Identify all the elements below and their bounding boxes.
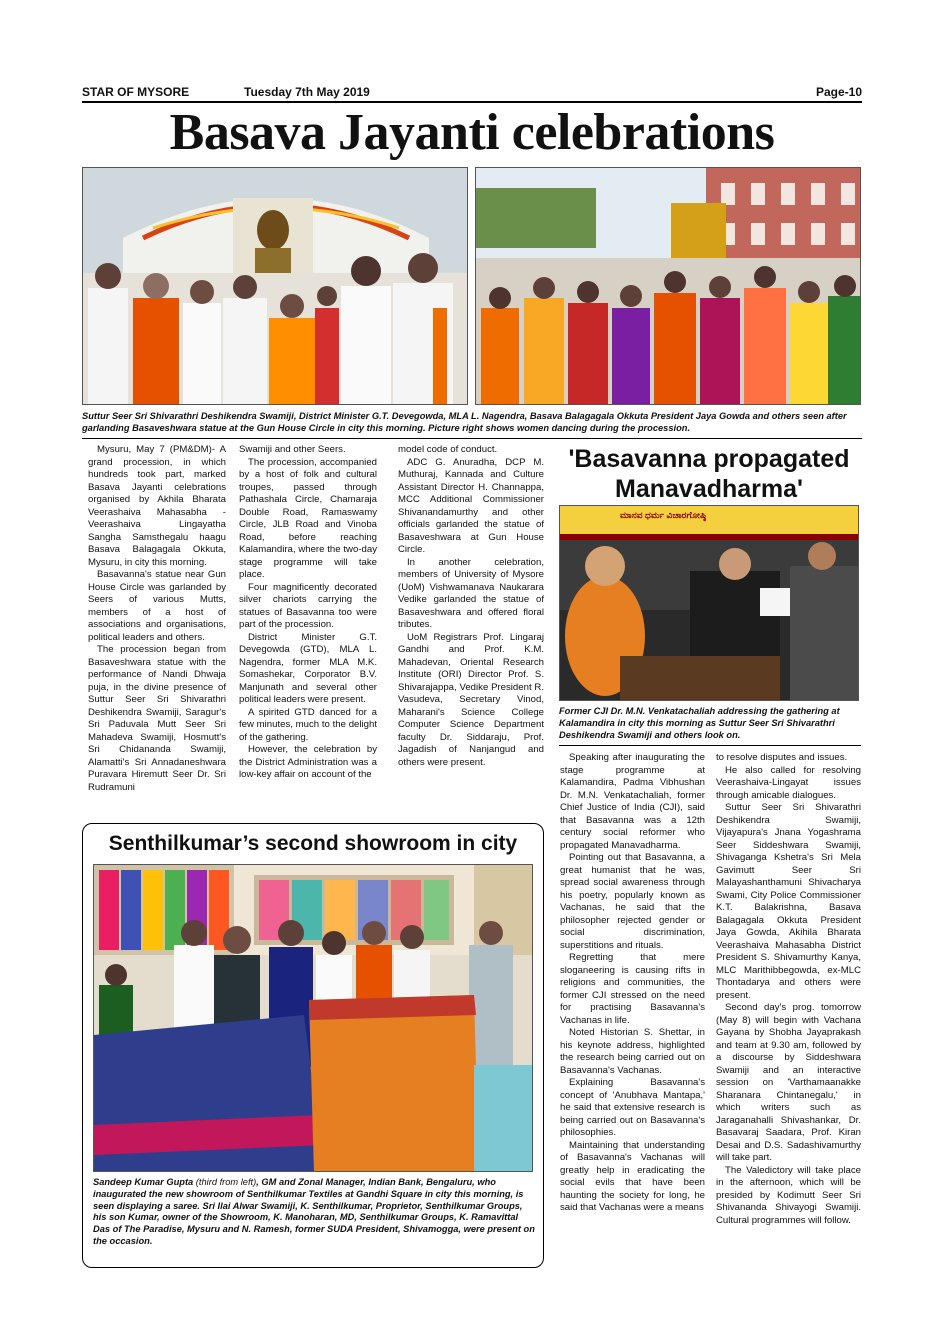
caption-body: , GM and Zonal Manager, Indian Bank, Bengaluru, who inaugurated the new showroom of Senthilkumar Textiles at Gandhi Square in city this morning, is seen displaying a saree. Sri Ilai Alwar Swamiji, K. Senthilkumar, Proprietor, Senthilkumar Groups, his son Kumar, owner of the Showroom, K. Manoharan, MD, Senthilkumar Groups, K. Ramavittal Das of The Paradise, Mysuru and N. Ramesh, former SUDA President, Shivamogga, were present on the occasion. [93,1177,535,1246]
paragraph: The Valedictory will take place in the afternoon, which will be presided by Kodimutt Seer Sri Shivananda Shivayogi Swamiji. Cultural programmes will follow. [716,1164,861,1226]
caption-paren: (third from left) [193,1177,257,1187]
masthead [82,85,862,101]
page-headline: Basava Jayanti celebrations [169,104,775,161]
right-article-headline [556,444,862,504]
issue-date: Tuesday 7th May 2019 [244,85,370,99]
paragraph: model code of conduct. [398,444,498,455]
paragraph: Regretting that mere sloganeering is causing rifts in religions and communities, the former CJI stressed on the need for practising Basavanna's Vachanas in life. [560,952,705,1026]
paragraph: Mysuru, May 7 (PM&DM)- A grand procession, in which hundreds took part, marked Basava Jayanti celebrations organised by Akhila Bharata Veerashaiva Mahasabha - Veerashaiva Lingayatha Sangha Samsthegalu haagu Basava Balagagala Okkuta, Mysuru, in city this morning. [88,444,226,568]
showroom-caption [93,1177,535,1248]
photo-showroom-saree [93,864,533,1172]
paragraph: UoM Registrars Prof. Lingaraj Gandhi and Prof. K.M. Mahadevan, Oriental Research Institute (ORI) Director Prof. S. Shivarajappa, Vedike President R. Vasudeva, Secretary Vinod, Maharani's Science College Computer Science Department faculty Dr. Siddaraju, Prof. Jagadish of Nanjangud and others were present. [398,631,544,768]
main-article-col-3 [398,444,544,769]
paragraph: to resolve disputes and issues. [716,752,848,763]
showroom-headline: Senthilkumar’s second showroom in city [108,832,518,855]
main-article-col-1 [88,444,226,794]
paragraph: He also called for resolving Veerashaiva-Lingayat issues through amicable dialogues. [716,764,861,801]
right-photo-caption: Former CJI Dr. M.N. Venkatachaliah addressing the gathering at Kalamandira in city this morning as Suttur Seer Sri Shivarathri Deshikendra Swamiji and others look on. [559,706,840,740]
paragraph: The procession began from Basaveshwara statue with the performance of Nandi Dhwaja puja, in the divine presence of Suttur Seer Sri Shivarathri Deshikendra Swamiji, Saragur's Sri Paduvala Mutt Seer Sri Mahadeva Swamiji, Hosmutt's Sri Chidananda Swamiji, Alamatti's Sri Annadaneshwara Puravara Hiremutt Seer Dr. Sri Rudramuni [88,644,226,793]
paragraph: Four magnificently decorated silver chariots carrying the statues of Basavanna too were part of the procession. [239,581,377,630]
paragraph: Pointing out that Basavanna, a great humanist that he was, spread social awareness through his poetry, popularly known as Vachanas, he said that the philosopher rejected gender or social discrimination, superstitions and rituals. [560,852,705,951]
photo-cji-address [559,505,859,701]
paragraph: Noted Historian S. Shettar, in his keynote address, highlighted the research being carried out on Basavanna's Vachanas. [560,1027,705,1076]
page-number: Page-10 [815,85,862,99]
main-article-col-2 [239,444,377,782]
paragraph: ADC G. Anuradha, DCP M. Muthuraj, Kannada and Culture Assistant Director H. Channappa, MCC Additional Commissioner Shivanandamurthy and other officials garlanded the statue of Basaveshwara at Gun House Circle. [398,456,544,555]
paragraph: Maintaining that understanding of Basavanna's Vachanas will greatly help in eradicating the social evils that have been haunting the society for long, he said that Vachanas were a means [560,1139,705,1213]
top-photos-caption: Suttur Seer Sri Shivarathri Deshikendra Swamiji, District Minister G.T. Devegowda, MLA L. Nagendra, Basava Balagagala Okkuta President Jaya Gowda and others seen after garlanding Basaveshwara statue at the Gun House Circle in city this morning. Picture right shows women dancing during the procession. [82,411,847,433]
right-article-col-1 [560,752,705,1215]
paragraph: The procession, accompanied by a host of folk and cultural troupes, passed through Pathashala Circle, Chamaraja Double Road, Ramaswamy Circle, JLB Road and Vinoba Road, before reaching Kalamandira, where the two-day stage programme will take place. [239,456,377,580]
paragraph: However, the celebration by the District Administration was a low-key affair on account of the [239,744,377,780]
headline-line-1: 'Basavanna propagated [568,445,850,473]
paragraph: Explaining Basavanna's concept of 'Anubhava Mantapa,' he said that extensive research is being carried out on Basavanna's philosophies. [560,1077,705,1138]
caption-rule [559,745,861,746]
paragraph: Speaking after inaugurating the stage programme at Kalamandira, Padma Vibhushan Dr. M.N. Venkatachaliah, former Chief Justice of India (CJI), said that Basavanna was a 12th century social reformer who propagated Manavadharma. [560,752,705,851]
caption-rule [82,438,862,439]
paragraph: Second day's prog. tomorrow (May 8) will begin with Vachana Gayana by Shobha Jayaprakash and team at 9.30 am, followed by a discourse by Siddeshwara Swamiji and an interactive session on 'Varthamaanakke Sharanara Chintanegalu,' in which writers such as Jaraganahalli Shivashankar, Dr. Basavaraj Saadara, Prof. Kiran Desai and D.S. Sadashivamurthy will take part. [716,1002,861,1163]
caption-lead-name: Sandeep Kumar Gupta [93,1177,194,1187]
banner-text: ಮಾನವ ಧರ್ಮ ವಿಚಾರಗೋಷ್ಠಿ [620,510,707,520]
paragraph: Suttur Seer Sri Shivarathri Deshikendra Swamiji, Vijayapura's Jnana Yogashrama Seer Siddeshwara Swamiji, Shivaganga Kshetra's Sri Mela Gavimutt Seer Sri Malayashanthamuni Shivacharya Swami, City Police Commissioner K.T. Balakrishna, Basava Balagagala Okkuta President Jaya Gowda, Akihila Bharata Veerashaiva Mahasabha District President S. Shivamurthy Kanya, MLC Marithibbegowda, ex-MLC Thontadarya and others were present. [716,802,861,1001]
paper-name: STAR OF MYSORE [82,85,190,99]
headline-line-2: Manavadharma' [615,475,803,503]
paragraph: A spirited GTD danced for a few minutes, much to the delight of the gathering. [239,706,377,743]
paragraph: Basavanna's statue near Gun House Circle was garlanded by Seers of various Mutts, members of a host of associations and organisations, political leaders and others. [88,569,226,643]
paragraph: District Minister G.T. Devegowda (GTD), MLA L. Nagendra, former MLA M.K. Somashekar, Corporator B.V. Manjunath and several other political leaders were present. [239,631,377,705]
masthead-rule [82,101,862,103]
paragraph: In another celebration, members of University of Mysore (UoM) Vishwamanava Naukarara Vedike garlanded the statue of Basaveshwara and offered floral tributes. [398,556,544,630]
photo-statue-garlanding [82,167,468,405]
photo-procession-dancing [475,167,861,405]
right-article-col-2 [716,752,861,1227]
paragraph: Swamiji and other Seers. [239,444,346,455]
